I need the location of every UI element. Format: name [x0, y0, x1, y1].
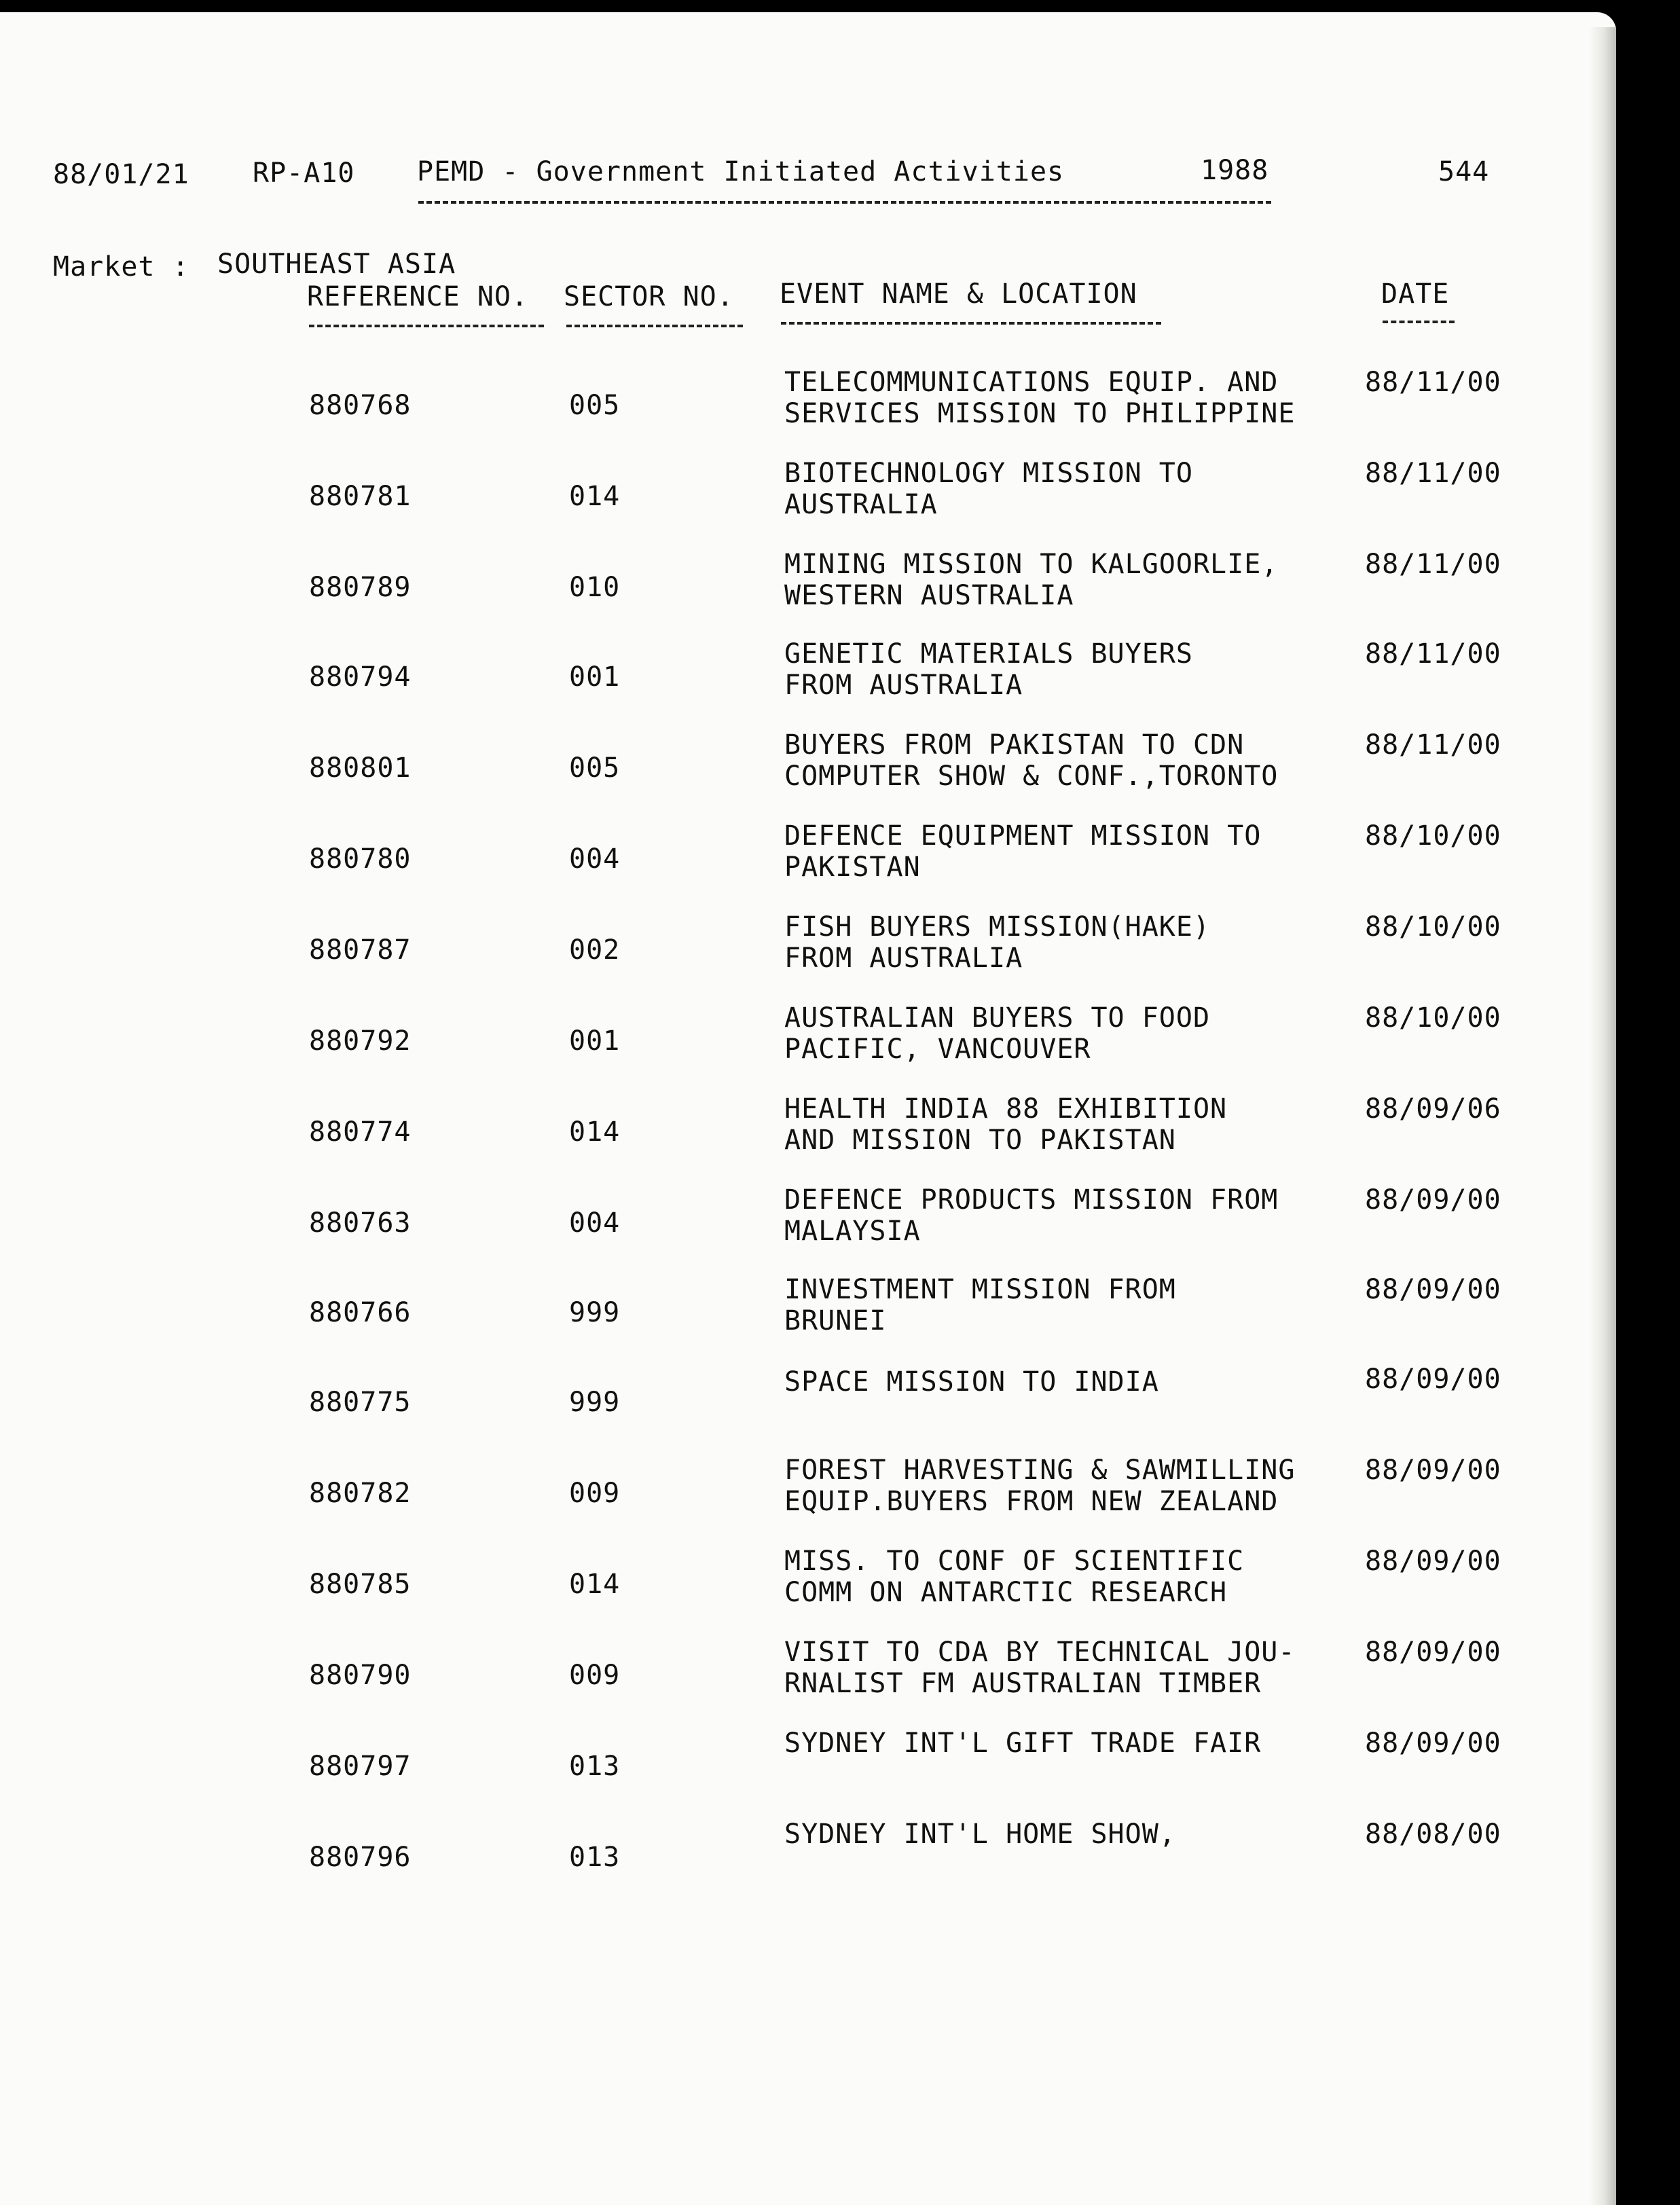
sector-number: 009 [569, 1660, 621, 1691]
reference-number: 880780 [309, 843, 412, 875]
reference-number: 880763 [309, 1207, 412, 1239]
reference-number: 880768 [309, 390, 412, 421]
event-date: 88/10/00 [1365, 820, 1501, 852]
event-name-line1: BUYERS FROM PAKISTAN TO CDN [784, 729, 1245, 761]
event-name-line1: VISIT TO CDA BY TECHNICAL JOU- [784, 1637, 1296, 1668]
event-name-line2: MALAYSIA [784, 1216, 921, 1247]
sector-number: 014 [569, 1569, 621, 1600]
table-row [0, 367, 1680, 441]
event-name-line2: EQUIP.BUYERS FROM NEW ZEALAND [784, 1486, 1279, 1517]
event-date: 88/09/00 [1365, 1637, 1501, 1668]
table-row [0, 1274, 1680, 1349]
sector-number: 999 [569, 1387, 621, 1418]
column-underline-sector [566, 325, 743, 327]
event-name-line1: SYDNEY INT'L GIFT TRADE FAIR [784, 1728, 1262, 1759]
table-row [0, 549, 1680, 623]
sector-number: 004 [569, 1207, 621, 1239]
event-name-line2: RNALIST FM AUSTRALIAN TIMBER [784, 1668, 1262, 1699]
sector-number: 004 [569, 843, 621, 875]
report-title: PEMD - Government Initiated Activities [417, 156, 1065, 187]
sector-number: 001 [569, 661, 621, 693]
event-name-line1: BIOTECHNOLOGY MISSION TO [784, 458, 1193, 489]
event-name-line1: FISH BUYERS MISSION(HAKE) [784, 911, 1211, 943]
market-value: SOUTHEAST ASIA [217, 249, 456, 280]
table-row [0, 1728, 1680, 1802]
event-name-line1: GENETIC MATERIALS BUYERS [784, 638, 1193, 670]
event-date: 88/09/00 [1365, 1364, 1501, 1395]
sector-number: 005 [569, 390, 621, 421]
event-name-line1: AUSTRALIAN BUYERS TO FOOD [784, 1002, 1211, 1034]
reference-number: 880782 [309, 1478, 412, 1509]
event-date: 88/08/00 [1365, 1819, 1501, 1850]
event-date: 88/10/00 [1365, 1002, 1501, 1034]
event-name-line2: PACIFIC, VANCOUVER [784, 1034, 1091, 1065]
table-row [0, 458, 1680, 532]
event-name-line1: TELECOMMUNICATIONS EQUIP. AND [784, 367, 1279, 398]
event-name-line2: SERVICES MISSION TO PHILIPPINE [784, 398, 1296, 429]
reference-number: 880792 [309, 1025, 412, 1057]
event-name-line2: AND MISSION TO PAKISTAN [784, 1125, 1176, 1156]
table-row [0, 820, 1680, 895]
sector-number: 014 [569, 481, 621, 512]
event-name-line1: SPACE MISSION TO INDIA [784, 1366, 1159, 1398]
event-name-line2: BRUNEI [784, 1305, 887, 1336]
event-date: 88/09/00 [1365, 1546, 1501, 1577]
event-name-line2: AUSTRALIA [784, 489, 938, 520]
column-header-sector: SECTOR NO. [564, 281, 734, 312]
reference-number: 880801 [309, 752, 412, 784]
column-header-reference: REFERENCE NO. [307, 281, 529, 312]
event-date: 88/11/00 [1365, 638, 1501, 670]
event-date: 88/09/00 [1365, 1455, 1501, 1486]
event-date: 88/11/00 [1365, 458, 1501, 489]
event-date: 88/10/00 [1365, 911, 1501, 943]
column-underline-date [1383, 321, 1455, 323]
reference-number: 880790 [309, 1660, 412, 1691]
table-row [0, 911, 1680, 986]
reference-number: 880787 [309, 934, 412, 966]
event-name-line1: DEFENCE PRODUCTS MISSION FROM [784, 1184, 1279, 1216]
reference-number: 880785 [309, 1569, 412, 1600]
page-number: 544 [1438, 156, 1490, 187]
reference-number: 880794 [309, 661, 412, 693]
column-underline-reference [309, 325, 544, 327]
sector-number: 014 [569, 1116, 621, 1148]
event-date: 88/09/06 [1365, 1093, 1501, 1125]
table-row [0, 1819, 1680, 1893]
table-row [0, 1364, 1680, 1438]
reference-number: 880781 [309, 481, 412, 512]
event-date: 88/09/00 [1365, 1274, 1501, 1305]
reference-number: 880789 [309, 572, 412, 603]
event-name-line2: COMM ON ANTARCTIC RESEARCH [784, 1577, 1228, 1608]
event-date: 88/09/00 [1365, 1728, 1501, 1759]
sector-number: 009 [569, 1478, 621, 1509]
sector-number: 999 [569, 1297, 621, 1328]
sector-number: 005 [569, 752, 621, 784]
reference-number: 880796 [309, 1842, 412, 1873]
event-name-line1: DEFENCE EQUIPMENT MISSION TO [784, 820, 1262, 852]
column-header-date: DATE [1381, 278, 1450, 310]
event-name-line2: WESTERN AUSTRALIA [784, 580, 1074, 611]
table-row [0, 1093, 1680, 1168]
column-header-event: EVENT NAME & LOCATION [780, 278, 1137, 310]
report-code: RP-A10 [253, 158, 355, 189]
sector-number: 001 [569, 1025, 621, 1057]
reference-number: 880774 [309, 1116, 412, 1148]
event-name-line2: FROM AUSTRALIA [784, 943, 1023, 974]
report-year: 1988 [1201, 155, 1269, 186]
table-row [0, 1184, 1680, 1259]
event-name-line1: MINING MISSION TO KALGOORLIE, [784, 549, 1279, 580]
table-row [0, 1637, 1680, 1711]
event-date: 88/11/00 [1365, 729, 1501, 761]
event-name-line1: MISS. TO CONF OF SCIENTIFIC [784, 1546, 1245, 1577]
market-label: Market : [53, 251, 189, 283]
reference-number: 880797 [309, 1751, 412, 1782]
table-row [0, 1002, 1680, 1077]
event-name-line1: INVESTMENT MISSION FROM [784, 1274, 1176, 1305]
event-name-line2: FROM AUSTRALIA [784, 670, 1023, 701]
table-row [0, 1455, 1680, 1529]
event-date: 88/11/00 [1365, 549, 1501, 580]
reference-number: 880766 [309, 1297, 412, 1328]
event-date: 88/09/00 [1365, 1184, 1501, 1216]
event-name-line1: FOREST HARVESTING & SAWMILLING [784, 1455, 1296, 1486]
event-name-line2: PAKISTAN [784, 852, 921, 883]
sector-number: 010 [569, 572, 621, 603]
report-date: 88/01/21 [53, 159, 189, 190]
table-row [0, 638, 1680, 713]
event-name-line1: HEALTH INDIA 88 EXHIBITION [784, 1093, 1228, 1125]
title-underline [418, 201, 1271, 204]
reference-number: 880775 [309, 1387, 412, 1418]
table-row [0, 1546, 1680, 1620]
sector-number: 013 [569, 1751, 621, 1782]
sector-number: 002 [569, 934, 621, 966]
column-underline-event [781, 322, 1161, 325]
event-name-line2: COMPUTER SHOW & CONF.,TORONTO [784, 761, 1279, 792]
sector-number: 013 [569, 1842, 621, 1873]
event-date: 88/11/00 [1365, 367, 1501, 398]
event-name-line1: SYDNEY INT'L HOME SHOW, [784, 1819, 1176, 1850]
table-row [0, 729, 1680, 804]
